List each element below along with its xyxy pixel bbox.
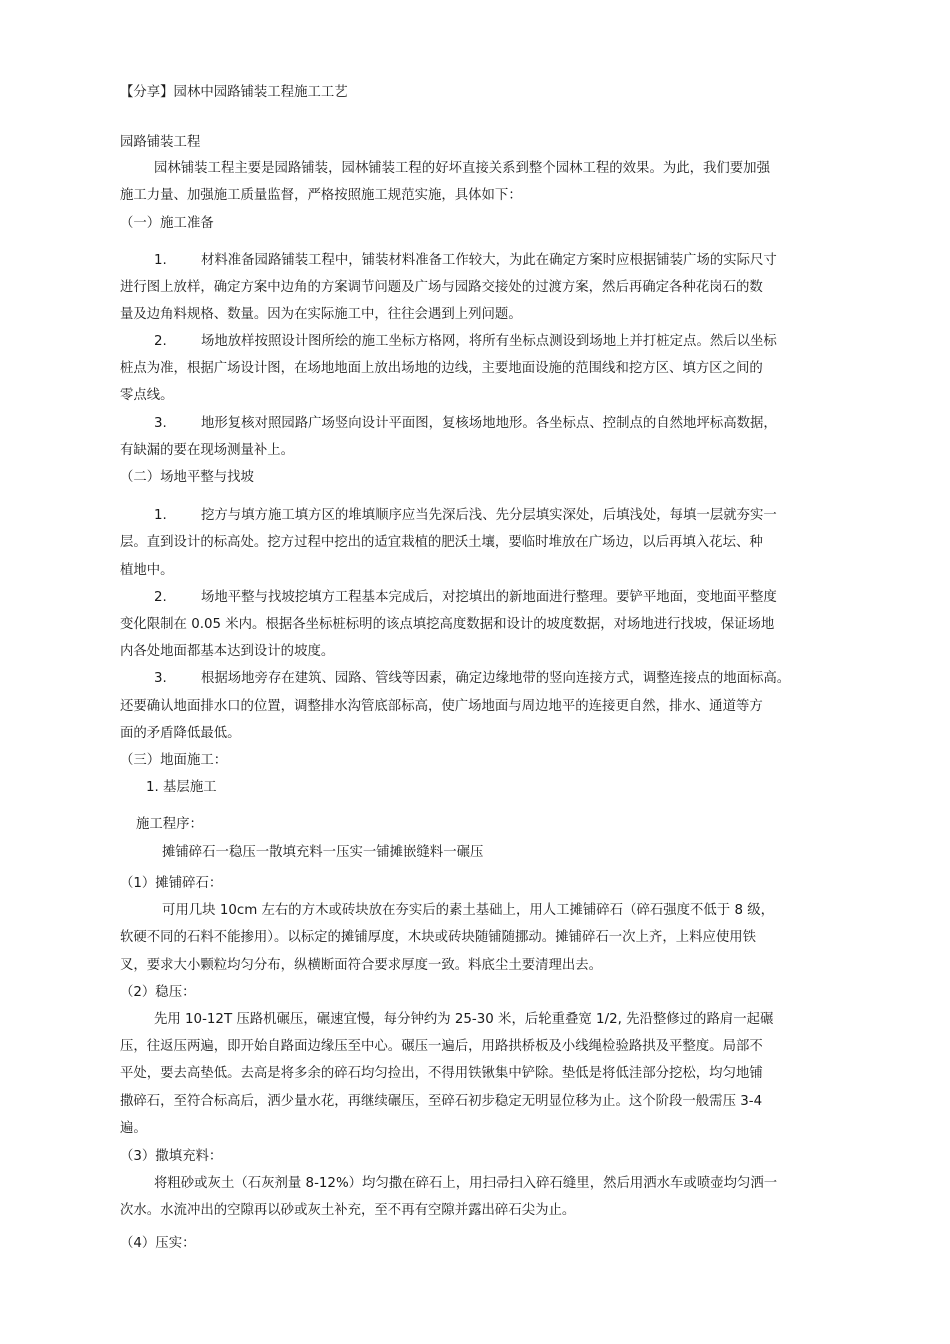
step3-line-1: 将粗砂或灰土（石灰剂量 8-12%）均匀撒在碎石上，用扫帚扫入碎石缝里，然后用洒水车或喷壶均匀洒一	[154, 1176, 778, 1191]
sec2-item3-line-3: 面的矛盾降低最低。	[120, 726, 241, 741]
step2-line-2: 压，往返压两遍，即开始自路面边缘压至中心。碾压一遍后，用路拱桥板及小线绳检验路拱及平整度。局部不	[120, 1039, 763, 1054]
sec1-title: （一）施工准备	[120, 216, 214, 231]
sec1-item1-line-3: 量及边角料规格、数量。因为在实际施工中，往往会遇到上列问题。	[120, 307, 522, 322]
sec2-title: （二）场地平整与找坡	[120, 470, 254, 485]
sec1-item2-line-1: 场地放样按照设计图所绘的施工坐标方格网，将所有坐标点测设到场地上并打桩定点。然后以坐标	[201, 334, 777, 349]
intro-line-2: 施工力量、加强施工质量监督，严格按照施工规范实施，具体如下：	[120, 188, 522, 203]
sec1-item2-line-3: 零点线。	[120, 388, 174, 403]
step2-line-1: 先用 10-12T 压路机碾压，碾速宜慢，每分钟约为 25-30 米，后轮重叠宽 1/2, 先沿整修过的路肩一起碾	[154, 1012, 774, 1027]
section-heading: 园路铺装工程	[120, 135, 201, 150]
step1-line-3: 叉，要求大小颗粒均匀分布，纵横断面符合要求厚度一致。料底尘土要清理出去。	[120, 958, 603, 973]
sec1-item3-num: 3.	[154, 416, 167, 431]
sec2-item3-line-2: 还要确认地面排水口的位置，调整排水沟管底部标高，使广场地面与周边地平的连接更自然，排水、通道等方	[120, 699, 763, 714]
sec2-item1-line-2: 层。直到设计的标高处。挖方过程中挖出的适宜栽植的肥沃土壤，要临时堆放在广场边，以后再填入花坛、种	[120, 535, 763, 550]
sec3-proc-label: 施工程序：	[136, 817, 203, 832]
sec3-sub1: 1. 基层施工	[146, 780, 217, 795]
sec2-item1-line-3: 植地中。	[120, 563, 174, 578]
sec2-item3-line-1: 根据场地旁存在建筑、园路、管线等因素，确定边缘地带的竖向连接方式，调整连接点的地面标高。	[201, 671, 791, 686]
step2-line-5: 遍。	[120, 1121, 147, 1136]
sec1-item1-num: 1.	[154, 253, 167, 268]
sec2-item1-num: 1.	[154, 508, 167, 523]
step1-title: （1）摊铺碎石：	[120, 876, 223, 891]
sec3-proc-flow: 摊铺碎石一稳压一散填充料一压实一铺摊嵌缝料一碾压	[162, 845, 484, 860]
sec2-item1-line-1: 挖方与填方施工填方区的堆填顺序应当先深后浅、先分层填实深处，后填浅处，每填一层就夯实一	[201, 508, 777, 523]
intro-line-1: 园林铺装工程主要是园路铺装，园林铺装工程的好坏直接关系到整个园林工程的效果。为此，我们要加强	[154, 161, 770, 176]
sec1-item3-line-2: 有缺漏的要在现场测量补上。	[120, 443, 295, 458]
sec1-item3-line-1: 地形复核对照园路广场竖向设计平面图，复核场地地形。各坐标点、控制点的自然地坪标高数据，	[201, 416, 777, 431]
sec2-item2-num: 2.	[154, 590, 167, 605]
step2-title: （2）稳压：	[120, 985, 196, 1000]
sec2-item2-line-2: 变化限制在 0.05 米内。根据各坐标桩标明的该点填挖高度数据和设计的坡度数据，对场地进行找坡，保证场地	[120, 617, 775, 632]
step2-line-4: 撒碎石，至符合标高后，洒少量水花，再继续碾压，至碎石初步稳定无明显位移为止。这个阶段一般需压 3-4	[120, 1094, 763, 1109]
sec1-item1-line-2: 进行图上放样，确定方案中边角的方案调节问题及广场与园路交接处的过渡方案，然后再确定各种花岗石的数	[120, 280, 763, 295]
sec2-item3-num: 3.	[154, 671, 167, 686]
step1-line-2: 软硬不同的石料不能掺用）。以标定的摊铺厚度，木块或砖块随铺随挪动。摊铺碎石一次上齐，上料应使用铁	[120, 930, 757, 945]
sec1-item1-line-1: 材料准备园路铺装工程中，铺装材料准备工作较大，为此在确定方案时应根据铺装广场的实际尺寸	[201, 253, 777, 268]
step2-line-3: 平处，要去高垫低。去高是将多余的碎石均匀捡出，不得用铁锹集中铲除。垫低是将低洼部分挖松，均匀地铺	[120, 1066, 763, 1081]
sec2-item2-line-1: 场地平整与找坡挖填方工程基本完成后，对挖填出的新地面进行整理。要铲平地面，变地面平整度	[201, 590, 777, 605]
step3-title: （3）撒填充料：	[120, 1149, 223, 1164]
step4-title: （4）压实：	[120, 1236, 196, 1251]
sec2-item2-line-3: 内各处地面都基本达到设计的坡度。	[120, 644, 335, 659]
sec1-item2-num: 2.	[154, 334, 167, 349]
step3-line-2: 次水。水流冲出的空隙再以砂或灰土补充，至不再有空隙并露出碎石尖为止。	[120, 1203, 576, 1218]
step1-line-1: 可用几块 10cm 左右的方木或砖块放在夯实后的素土基础上，用人工摊铺碎石（碎石强度不低于 8 级，	[162, 903, 775, 918]
sec3-title: （三）地面施工：	[120, 753, 228, 768]
document-title: 【分享】园林中园路铺装工程施工工艺	[120, 85, 348, 100]
sec1-item2-line-2: 桩点为准，根据广场设计图，在场地地面上放出场地的边线，主要地面设施的范围线和挖方区、填方区之间的	[120, 361, 763, 376]
